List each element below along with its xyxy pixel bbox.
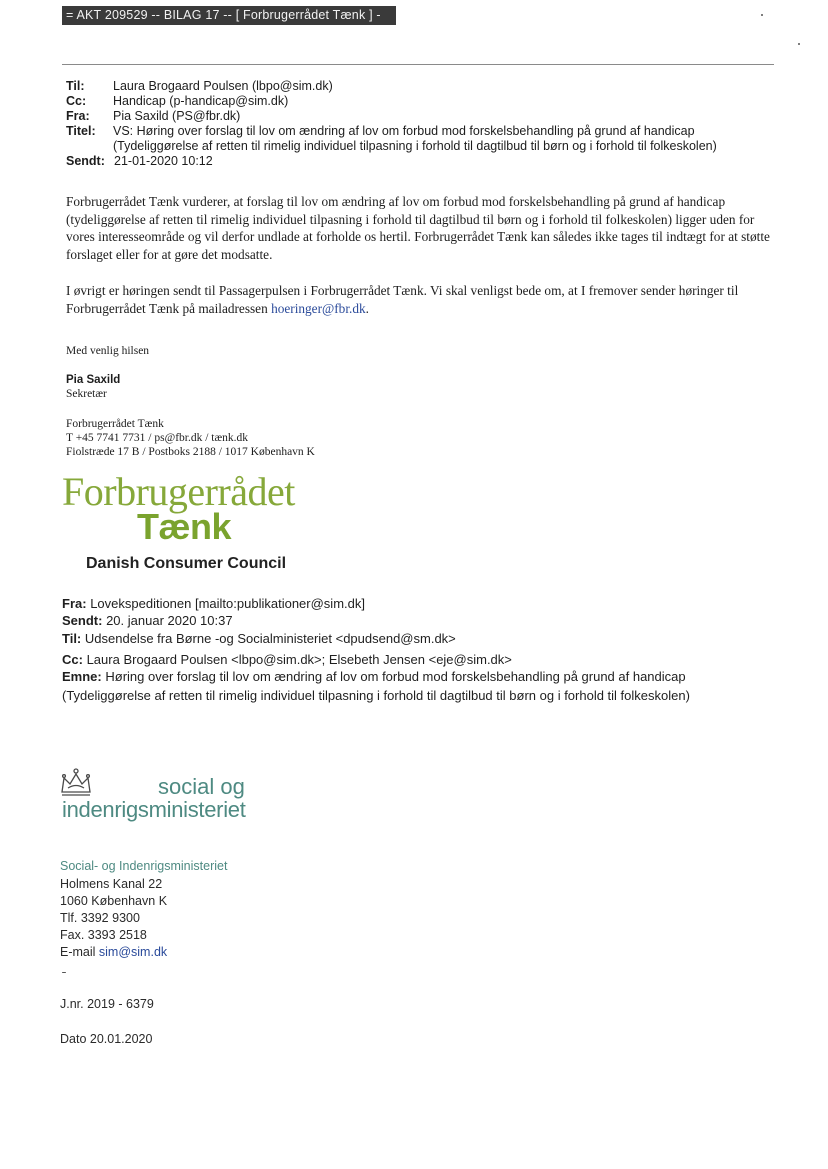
header-til-label: Til:	[66, 79, 85, 93]
forwarded-emne-line1: Høring over forslag til lov om ændring af lov om forbud mod forskelsbehandling på grund af handicap	[105, 669, 686, 684]
forwarded-emne	[62, 668, 686, 685]
forwarded-sendt	[62, 612, 233, 629]
ministry-fax: Fax. 3393 2518	[60, 928, 147, 942]
ministry-email-link[interactable]: sim@sim.dk	[98, 945, 168, 959]
org-address: Fiolstræde 17 B / Postboks 2188 / 1017 København K	[66, 446, 315, 458]
forwarded-cc-label: Cc:	[62, 652, 83, 667]
scan-mark	[62, 972, 66, 973]
forwarded-emne-label: Emne:	[62, 669, 102, 684]
ministry-street: Holmens Kanal 22	[60, 877, 163, 891]
forwarded-emne-line2: (Tydeliggørelse af retten til rimelig individuel tilpasning i forhold til dagtilbud til børn og i forhold til folkeskolen)	[62, 688, 690, 703]
forwarded-cc-value: Laura Brogaard Poulsen <lbpo@sim.dk>; Elsebeth Jensen <eje@sim.dk>	[86, 652, 512, 667]
body-paragraph-2-text: I øvrigt er høringen sendt til Passagerpulsen i Forbrugerrådet Tænk. Vi skal venligst bede om, at I fremover sender høringer til Forbrugerrådet Tænk på mailadressen	[66, 283, 739, 316]
scan-speck	[761, 14, 763, 16]
ministry-phone: Tlf. 3392 9300	[60, 911, 140, 925]
header-cc-label: Cc:	[66, 94, 87, 108]
header-til-value: Laura Brogaard Poulsen (lbpo@sim.dk)	[113, 79, 333, 93]
taenk-logo-wordmark: Tænk	[137, 506, 232, 547]
forwarded-fra-value: Lovekspeditionen [mailto:publikationer@sim.dk]	[90, 596, 365, 611]
sender-name: Pia Saxild	[66, 374, 121, 386]
org-name: Forbrugerrådet Tænk	[66, 418, 164, 430]
greeting: Med venlig hilsen	[66, 345, 150, 357]
body-paragraph-1: Forbrugerrådet Tænk vurderer, at forslag til lov om ændring af lov om forbud mod forskelsbehandling på grund af handicap (tydeliggørelse af retten til rimelig individuel tilpasning i forhold til dagtilbud til børn og i forhold til folkeskolen) ligger uden for vores interesseområde og vil derfor undlade at forholde os hertil. Forbrugerrådet Tænk kan således ikke tages til indtægt for at støtte forslaget eller for at gøre det modsatte.	[66, 194, 770, 262]
header-cc-value: Handicap (p-handicap@sim.dk)	[113, 94, 289, 108]
org-contact: T +45 7741 7731 / ps@fbr.dk / tænk.dk	[66, 432, 249, 444]
forwarded-fra-label: Fra:	[62, 596, 87, 611]
forwarded-til-value: Udsendelse fra Børne -og Socialministeriet <dpudsend@sm.dk>	[84, 631, 456, 646]
forwarded-emne-cont	[62, 687, 690, 704]
forwarded-cc	[62, 651, 512, 668]
header-fra-label: Fra:	[66, 109, 90, 123]
ministry-email-label: E-mail	[60, 945, 96, 959]
ministry-email	[60, 944, 167, 962]
ministry-name	[60, 858, 227, 876]
header-fra-value: Pia Saxild (PS@fbr.dk)	[113, 109, 241, 123]
header-titel-label: Titel:	[66, 124, 96, 138]
body-paragraph-2-end: .	[365, 300, 369, 316]
ministry-logo-line2: indenrigsministeriet	[62, 797, 246, 822]
forbrugerraadet-logo-wordmark: Forbrugerrådet	[62, 469, 295, 514]
header-sendt-label: Sendt:	[66, 154, 105, 168]
hoeringer-email-link[interactable]: hoeringer@fbr.dk	[271, 300, 366, 316]
body-paragraph-2	[66, 282, 776, 317]
forwarded-sendt-label: Sendt:	[62, 613, 103, 628]
header-titel-line2: (Tydeliggørelse af retten til rimelig individuel tilpasning i forhold til dagtilbud til børn og i forhold til folkeskolen)	[113, 139, 717, 153]
ministry-name-text: Social- og Indenrigsministeriet	[60, 859, 228, 873]
forwarded-sendt-value: 20. januar 2020 10:37	[106, 613, 233, 628]
forwarded-til-label: Til:	[62, 631, 82, 646]
ministry-logo-line1: social og	[158, 774, 245, 799]
crown-icon	[58, 766, 94, 798]
header-sendt-value: 21-01-2020 10:12	[114, 154, 213, 168]
header-titel-line1: VS: Høring over forslag til lov om ændring af lov om forbud mod forskelsbehandling på grund af handicap	[113, 124, 695, 138]
ministry-city: 1060 København K	[60, 894, 168, 908]
document-stamp: = AKT 209529 -- BILAG 17 -- [ Forbrugerrådet Tænk ] -	[62, 6, 396, 25]
ministry-jnr: J.nr. 2019 - 6379	[60, 997, 154, 1011]
sender-title: Sekretær	[66, 388, 107, 400]
scan-speck	[798, 43, 800, 45]
forwarded-fra	[62, 595, 365, 612]
ministry-date: Dato 20.01.2020	[60, 1032, 153, 1046]
forwarded-til	[62, 630, 456, 647]
header-divider	[62, 64, 774, 65]
danish-consumer-council-tagline: Danish Consumer Council	[86, 555, 287, 572]
